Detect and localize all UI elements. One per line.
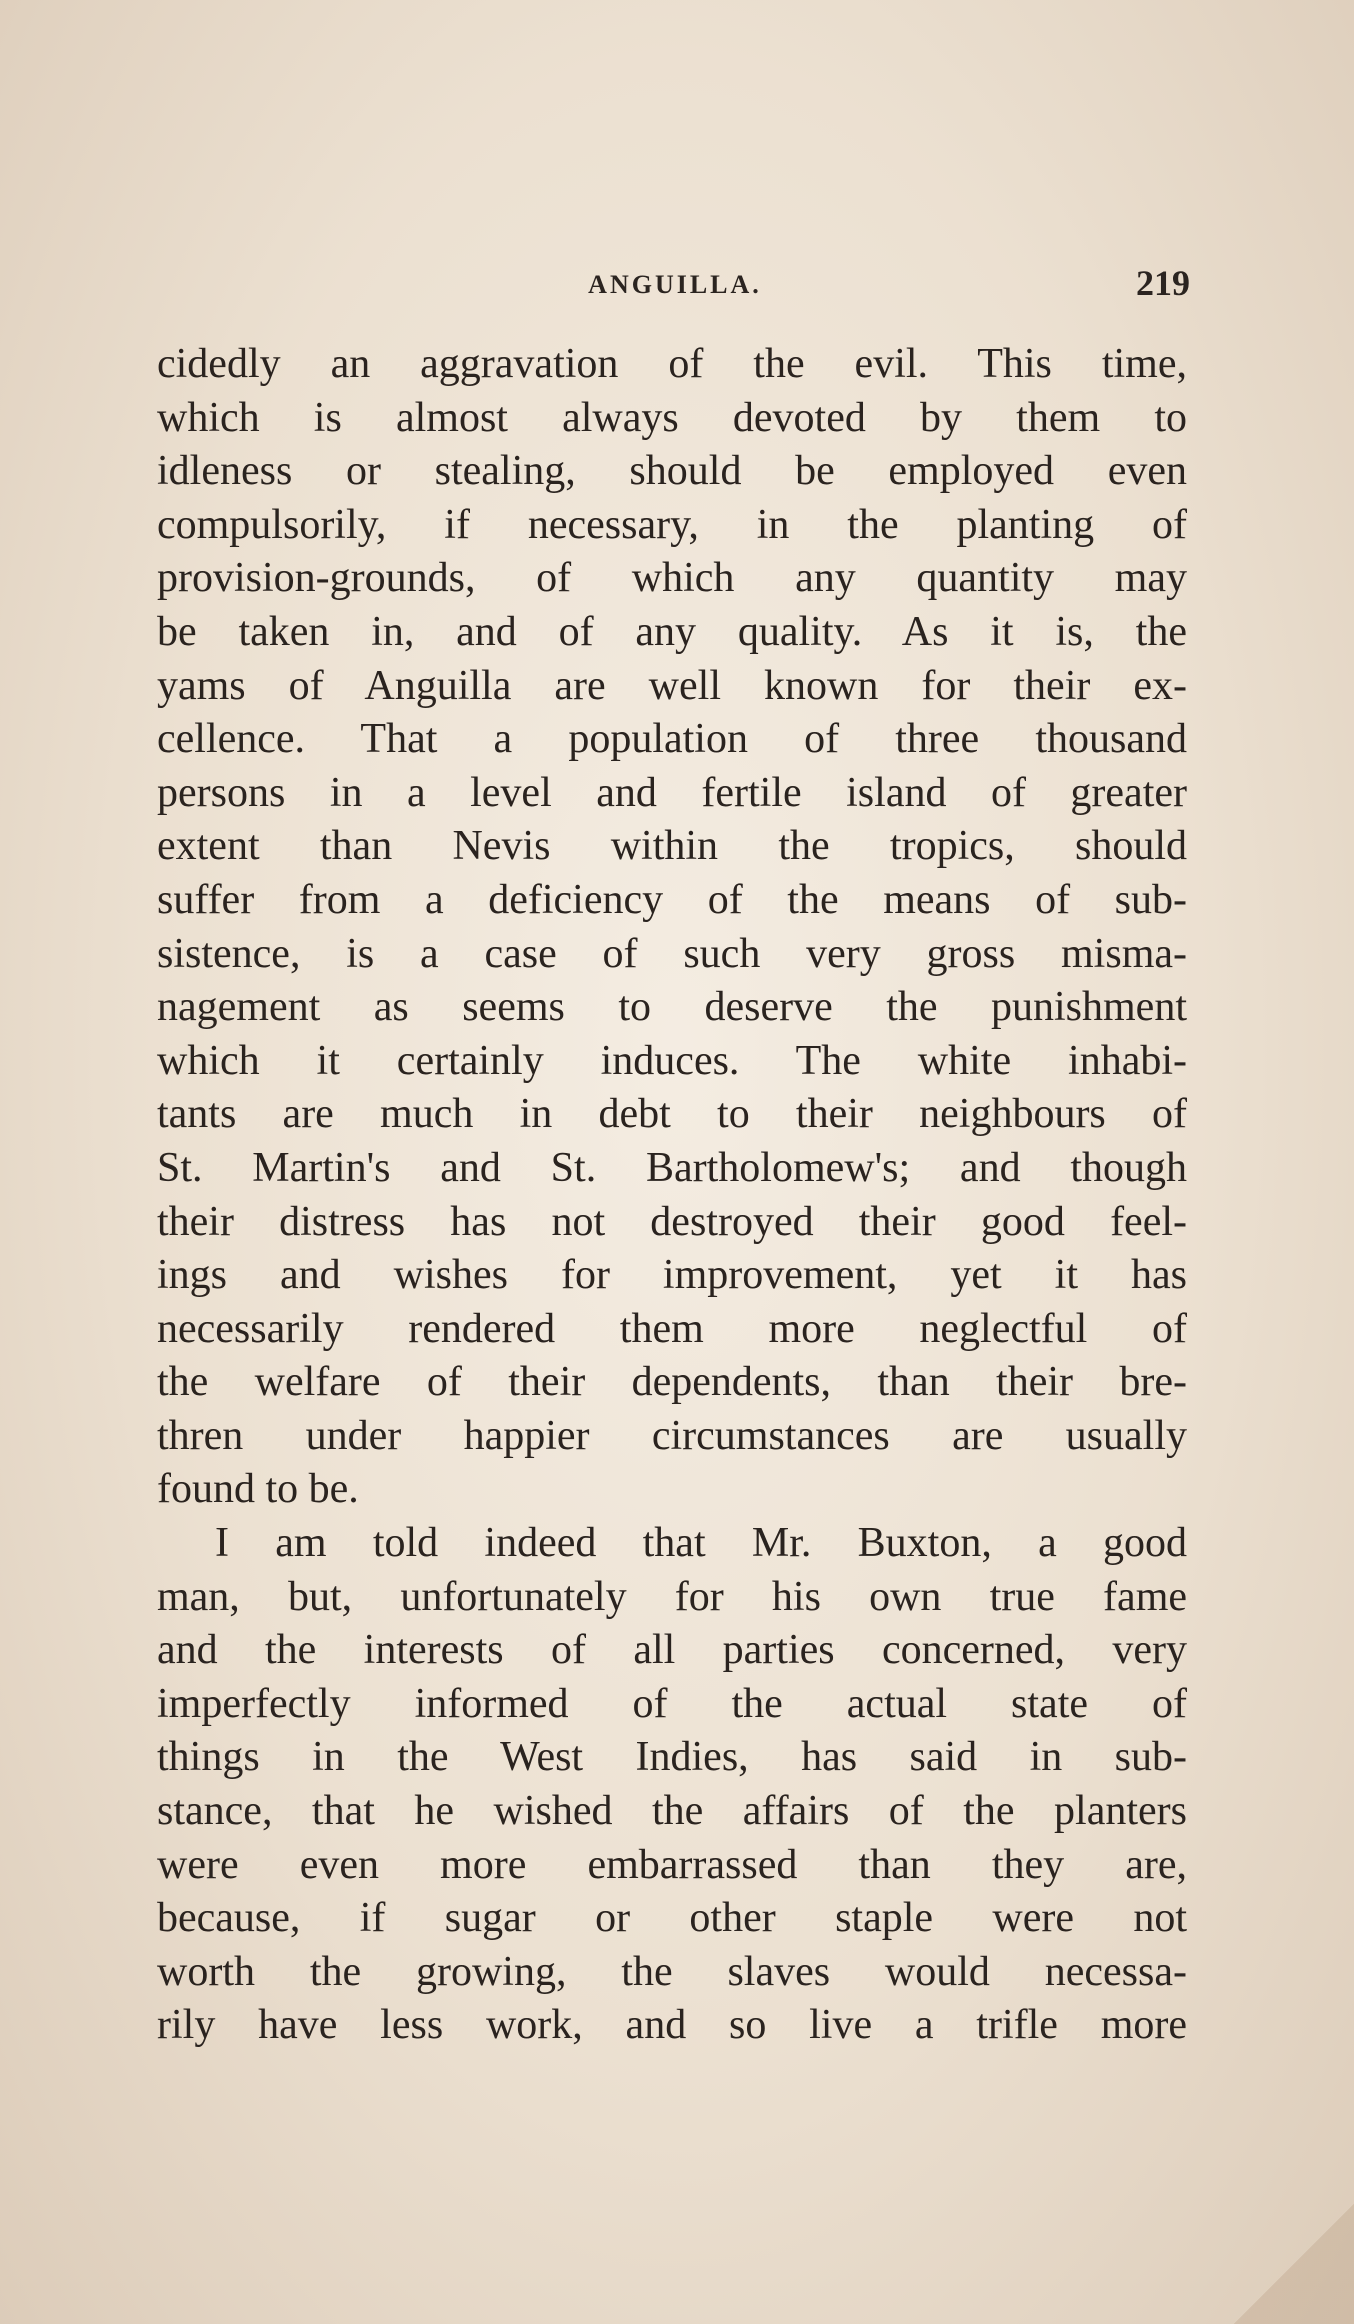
- text-line: nagement as seems to deserve the punishment: [157, 984, 1187, 1031]
- text-line: extent than Nevis within the tropics, should: [157, 823, 1187, 870]
- text-line: cidedly an aggravation of the evil. This time,: [157, 341, 1187, 387]
- text-line: St. Martin's and St. Bartholomew's; and though: [157, 1144, 1187, 1191]
- text-line: cellence. That a population of three thousand: [157, 716, 1187, 763]
- paragraph-start-line: I am told indeed that Mr. Buxton, a good: [215, 1520, 1187, 1567]
- text-line: were even more embarrassed than they are,: [157, 1841, 1187, 1888]
- running-title: ANGUILLA.: [588, 270, 762, 299]
- text-line: things in the West Indies, has said in sub-: [157, 1734, 1187, 1781]
- text-line: necessarily rendered them more neglectful of: [157, 1305, 1187, 1352]
- text-line: thren under happier circumstances are usually: [157, 1412, 1187, 1459]
- text-line: because, if sugar or other staple were not: [157, 1895, 1187, 1942]
- text-line: compulsorily, if necessary, in the planting of: [157, 501, 1187, 548]
- page-number: 219: [1136, 263, 1190, 303]
- text-line: be taken in, and of any quality. As it is, the: [157, 608, 1187, 655]
- text-line: tants are much in debt to their neighbours of: [157, 1091, 1187, 1138]
- text-line: the welfare of their dependents, than their bre-: [157, 1359, 1187, 1406]
- text-line: persons in a level and fertile island of greater: [157, 769, 1187, 816]
- text-line: their distress has not destroyed their good feel-: [157, 1198, 1187, 1245]
- text-line: idleness or stealing, should be employed even: [157, 448, 1187, 495]
- text-line: which is almost always devoted by them to: [157, 394, 1187, 441]
- text-line: which it certainly induces. The white inhabi-: [157, 1037, 1187, 1084]
- page-header: [160, 262, 1190, 312]
- text-line: stance, that he wished the affairs of the planters: [157, 1788, 1187, 1835]
- text-line: rily have less work, and so live a trifle more: [157, 2002, 1187, 2049]
- text-line: ings and wishes for improvement, yet it has: [157, 1252, 1187, 1299]
- text-line: provision-grounds, of which any quantity may: [157, 555, 1187, 602]
- text-line: worth the growing, the slaves would necessa-: [157, 1948, 1187, 1995]
- text-line: and the interests of all parties concerned, very: [157, 1627, 1187, 1674]
- text-line: suffer from a deficiency of the means of sub-: [157, 876, 1187, 923]
- text-line: man, but, unfortunately for his own true fame: [157, 1573, 1187, 1620]
- body-text: [157, 338, 1187, 2053]
- text-line: sistence, is a case of such very gross misma-: [157, 930, 1187, 977]
- text-line: yams of Anguilla are well known for their ex-: [157, 662, 1187, 709]
- text-line: imperfectly informed of the actual state of: [157, 1680, 1187, 1727]
- paragraph-end-line: found to be.: [157, 1466, 359, 1513]
